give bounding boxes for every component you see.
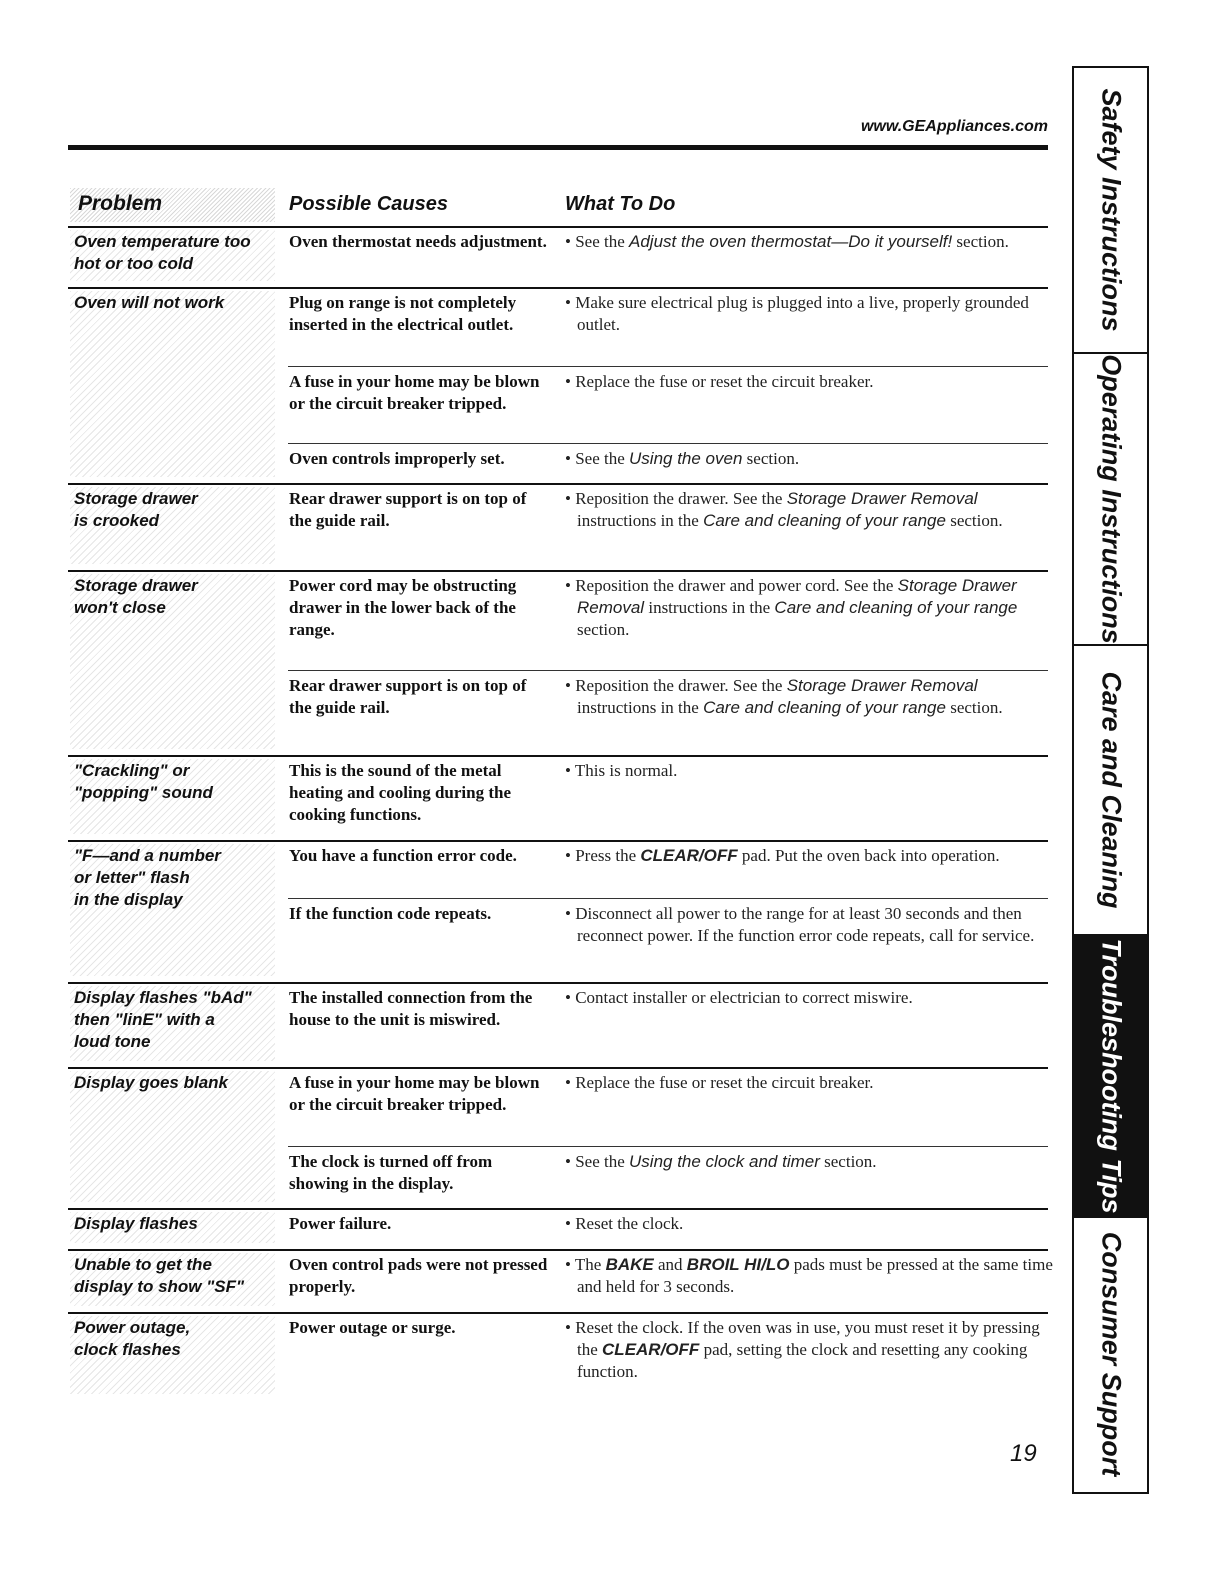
section-tab-consumer-support[interactable] [1074, 1218, 1147, 1490]
website-url: www.GEAppliances.com [860, 118, 1048, 135]
problem-label: "Crackling" or "popping" sound [74, 761, 213, 802]
possible-cause: If the function code repeats. [289, 904, 492, 923]
what-to-do: • Reset the clock. If the oven was in use, you must reset it by pressing the CLEAR/OFF pad, setting the clock and resetting any cooking function. [565, 1318, 1040, 1381]
row-rule [68, 287, 1048, 289]
what-to-do: • Make sure electrical plug is plugged into a live, properly grounded outlet. [565, 293, 1029, 334]
possible-cause: Rear drawer support is on top of the guide rail. [289, 676, 527, 717]
row-rule [68, 1067, 1048, 1069]
row-rule [68, 483, 1048, 485]
possible-cause: This is the sound of the metal heating and cooling during the cooking functions. [289, 761, 511, 824]
problem-label: Display goes blank [74, 1073, 228, 1092]
section-tab-label: Troubleshooting Tips [1096, 938, 1126, 1214]
what-to-do: • See the Using the oven section. [565, 449, 800, 468]
possible-cause: A fuse in your home may be blown or the circuit breaker tripped. [289, 1073, 540, 1114]
what-to-do: • Reposition the drawer and power cord. See the Storage Drawer Removal instructions in the Care and cleaning of your range section. [565, 576, 1018, 639]
cause-divider [288, 443, 1048, 444]
top-rule [68, 145, 1048, 150]
possible-cause: Power outage or surge. [289, 1318, 456, 1337]
section-tab-label: Safety Instructions [1096, 88, 1126, 332]
problem-label: Oven temperature too hot or too cold [74, 232, 251, 273]
possible-cause: The clock is turned off from showing in the display. [289, 1152, 493, 1193]
possible-cause: A fuse in your home may be blown or the circuit breaker tripped. [289, 372, 540, 413]
what-to-do: • See the Adjust the oven thermostat—Do it yourself! section. [565, 232, 1009, 251]
problem-label: Storage drawer won't close [74, 576, 198, 617]
problem-label: Unable to get the display to show "SF" [74, 1255, 245, 1296]
problem-cell-shading [70, 291, 275, 477]
what-to-do: • This is normal. [565, 761, 678, 780]
row-rule [68, 1208, 1048, 1210]
row-rule [68, 1249, 1048, 1251]
row-rule [68, 755, 1048, 757]
problem-label: "F—and a number or letter" flash in the display [74, 846, 221, 909]
cause-divider [288, 898, 1048, 899]
section-tab-care-and-cleaning[interactable] [1074, 646, 1147, 936]
what-to-do: • Reposition the drawer. See the Storage Drawer Removal instructions in the Care and cleaning of your range section. [565, 676, 1003, 717]
todo-column-header: What To Do [565, 193, 676, 215]
problem-column-header: Problem [70, 188, 275, 222]
possible-cause: Oven control pads were not pressed properly. [289, 1255, 548, 1296]
causes-column-header: Possible Causes [289, 193, 448, 215]
what-to-do: • Reset the clock. [565, 1214, 684, 1233]
section-tab-troubleshooting-tips[interactable] [1074, 936, 1147, 1218]
section-tab-label: Consumer Support [1096, 1231, 1126, 1477]
possible-cause: Oven controls improperly set. [289, 449, 505, 468]
problem-label: Power outage, clock flashes [74, 1318, 191, 1359]
possible-cause: Oven thermostat needs adjustment. [289, 232, 547, 251]
section-tabs [1072, 66, 1149, 1494]
possible-cause: You have a function error code. [289, 846, 517, 865]
possible-cause: Rear drawer support is on top of the guide rail. [289, 489, 527, 530]
what-to-do: • Replace the fuse or reset the circuit breaker. [565, 1073, 874, 1092]
section-tab-label: Operating Instructions [1096, 354, 1126, 644]
section-tab-safety-instructions[interactable] [1074, 68, 1147, 354]
what-to-do: • Press the CLEAR/OFF pad. Put the oven back into operation. [565, 846, 1000, 865]
section-tab-label: Care and Cleaning [1096, 671, 1126, 909]
cause-divider [288, 670, 1048, 671]
cause-divider [288, 1146, 1048, 1147]
possible-cause: The installed connection from the house to the unit is miswired. [289, 988, 533, 1029]
what-to-do: • Contact installer or electrician to correct miswire. [565, 988, 913, 1007]
problem-label: Oven will not work [74, 293, 225, 312]
row-rule [68, 570, 1048, 572]
problem-label: Display flashes "bAd" then "linE" with a loud tone [74, 988, 252, 1051]
cause-divider [288, 366, 1048, 367]
what-to-do: • The BAKE and BROIL HI/LO pads must be pressed at the same time and held for 3 seconds. [565, 1255, 1053, 1296]
row-rule [68, 226, 1048, 228]
what-to-do: • See the Using the clock and timer section. [565, 1152, 877, 1171]
possible-cause: Plug on range is not completely inserted in the electrical outlet. [289, 293, 517, 334]
section-tab-operating-instructions[interactable] [1074, 354, 1147, 646]
row-rule [68, 982, 1048, 984]
problem-label: Storage drawer is crooked [74, 489, 198, 530]
what-to-do: • Replace the fuse or reset the circuit breaker. [565, 372, 874, 391]
possible-cause: Power cord may be obstructing drawer in the lower back of the range. [289, 576, 517, 639]
what-to-do: • Reposition the drawer. See the Storage Drawer Removal instructions in the Care and cleaning of your range section. [565, 489, 1003, 530]
row-rule [68, 840, 1048, 842]
what-to-do: • Disconnect all power to the range for at least 30 seconds and then reconnect power. If the function error code repeats, call for service. [565, 904, 1035, 945]
page-number: 19 [1010, 1440, 1037, 1467]
possible-cause: Power failure. [289, 1214, 392, 1233]
problem-label: Display flashes [74, 1214, 198, 1233]
row-rule [68, 1312, 1048, 1314]
